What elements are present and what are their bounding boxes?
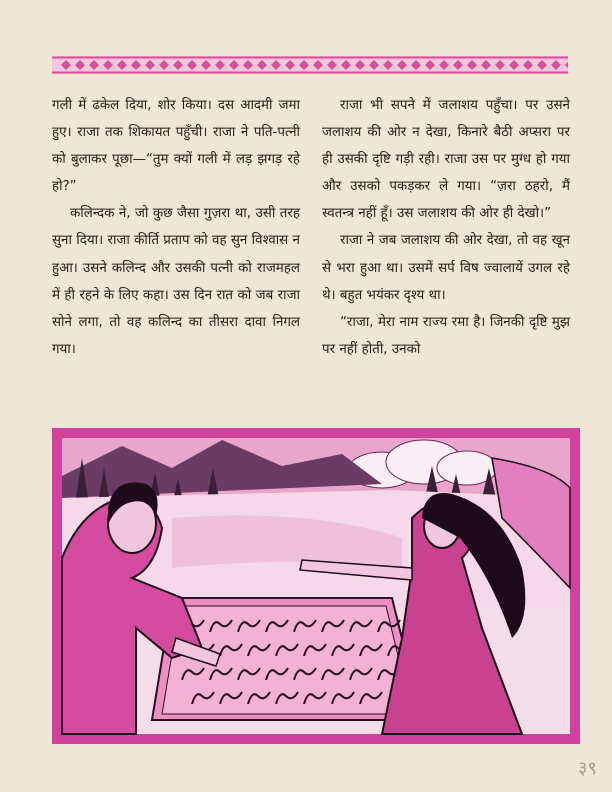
left-paragraph-2: कलिन्दक ने, जो कुछ जैसा गुज़रा था, उसी तरह सुना दिया। राजा कीर्ति प्रताप को वह सुन विश्वास न हुआ। उसने कलिन्द और उसकी पत्नी को राजमहल में ही रहने के लिए कहा। उस दिन रात को जब राजा सोने लगा, तो वह कलिन्द का तीसरा दावा निगल गया।	[52, 206, 300, 357]
story-illustration	[52, 428, 580, 744]
right-paragraph-2: राजा ने जब जलाशय की ओर देखा, तो वह खून से भरा हुआ था। उसमें सर्प विष ज्वालायें उगल रहे थे। बहुत भयंकर दृश्य था।	[322, 233, 570, 303]
right-paragraph-3: “राजा, मेरा नाम राज्य रमा है। जिनकी दृष्टि मुझ पर नहीं होती, उनको	[322, 314, 570, 357]
right-paragraph-1: राजा भी सपने में जलाशय पहुँचा। पर उसने जलाशय की ओर न देखा, किनारे बैठी अप्सरा पर ही उसकी दृष्टि गड़ी रही। राजा उस पर मुग्ध हो गया और उसको पकड़कर ले गया। “ज़रा ठहरो, मैं स्वतन्त्र नहीं हूँ। उस जलाशय की ओर ही देखो।”	[322, 98, 570, 222]
decorative-border-band	[52, 56, 568, 74]
page-number: ३९	[578, 758, 597, 779]
left-paragraph-1: गली में ढकेल दिया, शोर किया। दस आदमी जमा हुए। राजा तक शिकायत पहुँची। राजा ने पति-पत्नी को बुलाकर पूछा—“तुम क्यों गली में लड़ झगड़ रहे हो?”	[52, 98, 300, 195]
right-text-column	[322, 92, 570, 363]
left-text-column	[52, 92, 300, 363]
